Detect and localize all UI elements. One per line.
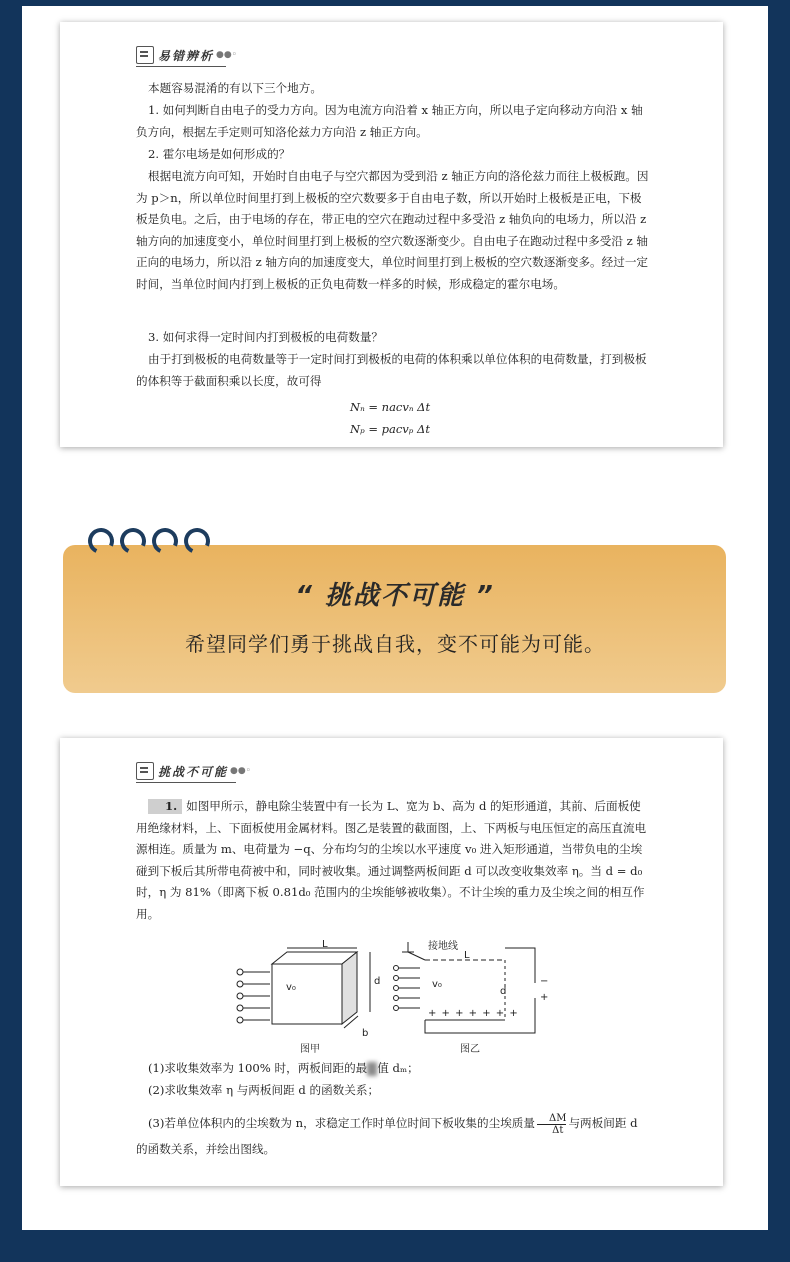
paragraph-hall-field: 根据电流方向可知，开始时自由电子与空穴都因为受到沿 z 轴正方向的洛伦兹力而往上极板跑。因为 p＞n，所以单位时间里打到上极板的空穴数要多于自由电子数，所以开始时上极板是正电，下极板是负电。之后，由于电场的存在，带正电的空穴在跑动过程中多受沿 z 轴负向的电场力，所以沿 z 轴方向的加速度变小，单位时间里打到上极板的空穴数逐渐变少。自由电子在跑动过程中多受沿 z 轴正向的电场力，所以沿 z 轴方向的加速度变大，单位时间里打到上极板的空穴数逐渐变多。经过一定时间，当单位时间内打到上极板的正负电荷数一样多的时候，形成稳定的霍尔电场。 <box>136 169 649 291</box>
question-number: 1. <box>148 799 182 814</box>
banner-subtitle: 希望同学们勇于挑战自我，变不可能为可能。 <box>185 632 605 656</box>
section-tag-label: 易错辨析 <box>158 48 215 63</box>
fraction <box>537 1113 566 1136</box>
section-tag-error-analysis <box>136 46 237 64</box>
explanation-card <box>60 22 723 447</box>
dust-particle <box>237 993 243 999</box>
dots-icon: ●●◦ <box>230 766 252 776</box>
dust-arrows <box>237 969 270 1023</box>
paragraph-intro: 本题容易混淆的有以下三个地方。 <box>148 81 322 95</box>
book-icon <box>136 46 154 64</box>
binder-rings <box>88 528 210 554</box>
fig-a-label-l: L <box>322 939 328 950</box>
paragraph-point-2: 2. 霍尔电场是如何形成的？ <box>148 147 291 161</box>
box-front-face <box>272 964 342 1024</box>
paragraph-point-1: 1. 如何判断自由电子的受力方向。因为电流方向沿着 x 轴正方向，所以电子定向移动方向沿 x 轴负方向，根据左手定则可知洛伦兹力方向沿 z 轴正方向。 <box>136 103 643 139</box>
figure-a-diagram <box>232 944 382 1044</box>
dust-particle <box>237 969 243 975</box>
fig-b-caption: 图乙 <box>460 1044 480 1055</box>
fig-b-label-l: L <box>464 950 470 961</box>
fig-b-plus: + <box>540 992 549 1003</box>
fraction-numerator: ΔM <box>537 1113 566 1125</box>
challenge-banner <box>63 545 726 693</box>
fig-a-label-v: v₀ <box>286 982 296 993</box>
ring-icon <box>84 524 117 557</box>
blurred-character <box>367 1062 377 1076</box>
fig-b-ground-label: 接地线 <box>428 941 458 952</box>
dust-particle <box>394 966 399 971</box>
fig-a-caption: 图甲 <box>300 1044 320 1055</box>
frame-bottom <box>0 1230 790 1262</box>
fig-a-label-d: d <box>374 976 381 987</box>
ring-icon <box>148 524 181 557</box>
fig-b-label-d: d <box>500 986 507 997</box>
fig-a-label-b: b <box>362 1028 369 1039</box>
problem-statement <box>136 796 650 926</box>
fraction-denominator: Δt <box>552 1124 564 1136</box>
paragraph-point-3: 3. 如何求得一定时间内打到极板的电荷数量？ <box>148 330 384 344</box>
frame-top <box>0 0 790 6</box>
fig-b-bottom-charges: + + + + + + + <box>428 1008 519 1019</box>
figure-b-diagram <box>390 938 550 1042</box>
equation-n: Nₙ = nacvₙ Δt <box>350 400 431 414</box>
sub-question-1-pre: (1)求收集效率为 100% 时，两板间距的最 <box>148 1061 368 1075</box>
section-tag-label: 挑战不可能 <box>158 764 229 779</box>
tag-underline <box>136 782 236 783</box>
dots-icon: ●●◦ <box>216 50 238 60</box>
section-tag-challenge <box>136 762 251 780</box>
fig-b-minus: − <box>540 976 549 987</box>
box-side-face <box>342 952 357 1024</box>
dust-particle <box>394 1006 399 1011</box>
ground-wire <box>408 952 425 960</box>
dust-arrows-b <box>394 966 421 1011</box>
sub-question-2: (2)求收集效率 η 与两板间距 d 的函数关系； <box>148 1083 380 1097</box>
ring-icon <box>116 524 149 557</box>
sub-question-1-post: 值 dₘ； <box>377 1061 419 1075</box>
sub-question-3 <box>136 1110 650 1162</box>
equation-p: Nₚ = pacvₚ Δt <box>350 422 430 436</box>
sub-question-1 <box>148 1058 648 1080</box>
dust-particle <box>237 981 243 987</box>
question-text: 如图甲所示，静电除尘装置中有一长为 L、宽为 b、高为 d 的矩形通道，其前、后面板使用绝缘材料，上、下面板使用金属材料。图乙是装置的截面图，上、下两板与电压恒定的高压直流电源相连。质量为 m、电荷量为 −q、分布均匀的尘埃以水平速度 v₀ 进入矩形通道，当带负电的尘埃碰到下板后其所带电荷被中和，同时被收集。通过调整两板间距 d 可以改变收集效率 η。当 d = d₀ 时，η 为 81%（即离下板 0.81d₀ 范围内的尘埃能够被收集）。不计尘埃的重力及尘埃之间的相互作用。 <box>136 799 647 921</box>
dust-particle <box>394 976 399 981</box>
dust-particle <box>237 1005 243 1011</box>
sub-question-3-pre: (3)若单位体积内的尘埃数为 n，求稳定工作时单位时间下板收集的尘埃质量 <box>148 1116 535 1130</box>
banner-title: “ 挑战不可能 ” <box>295 581 495 611</box>
tag-underline <box>136 66 226 67</box>
sub-question-3-post: 与两板间距 d 的函数关系，并绘出图线。 <box>136 1116 638 1156</box>
dust-particle <box>394 996 399 1001</box>
problem-card <box>60 738 723 1186</box>
fig-b-label-v: v₀ <box>432 979 442 990</box>
book-icon <box>136 762 154 780</box>
ring-icon <box>180 524 213 557</box>
paragraph-charge-count: 由于打到极板的电荷数量等于一定时间打到极板的电荷的体积乘以单位体积的电荷数量，打到极板的体积等于截面积乘以长度，故可得 <box>136 352 647 388</box>
wire-top <box>505 948 535 983</box>
dust-particle <box>237 1017 243 1023</box>
dust-particle <box>394 986 399 991</box>
